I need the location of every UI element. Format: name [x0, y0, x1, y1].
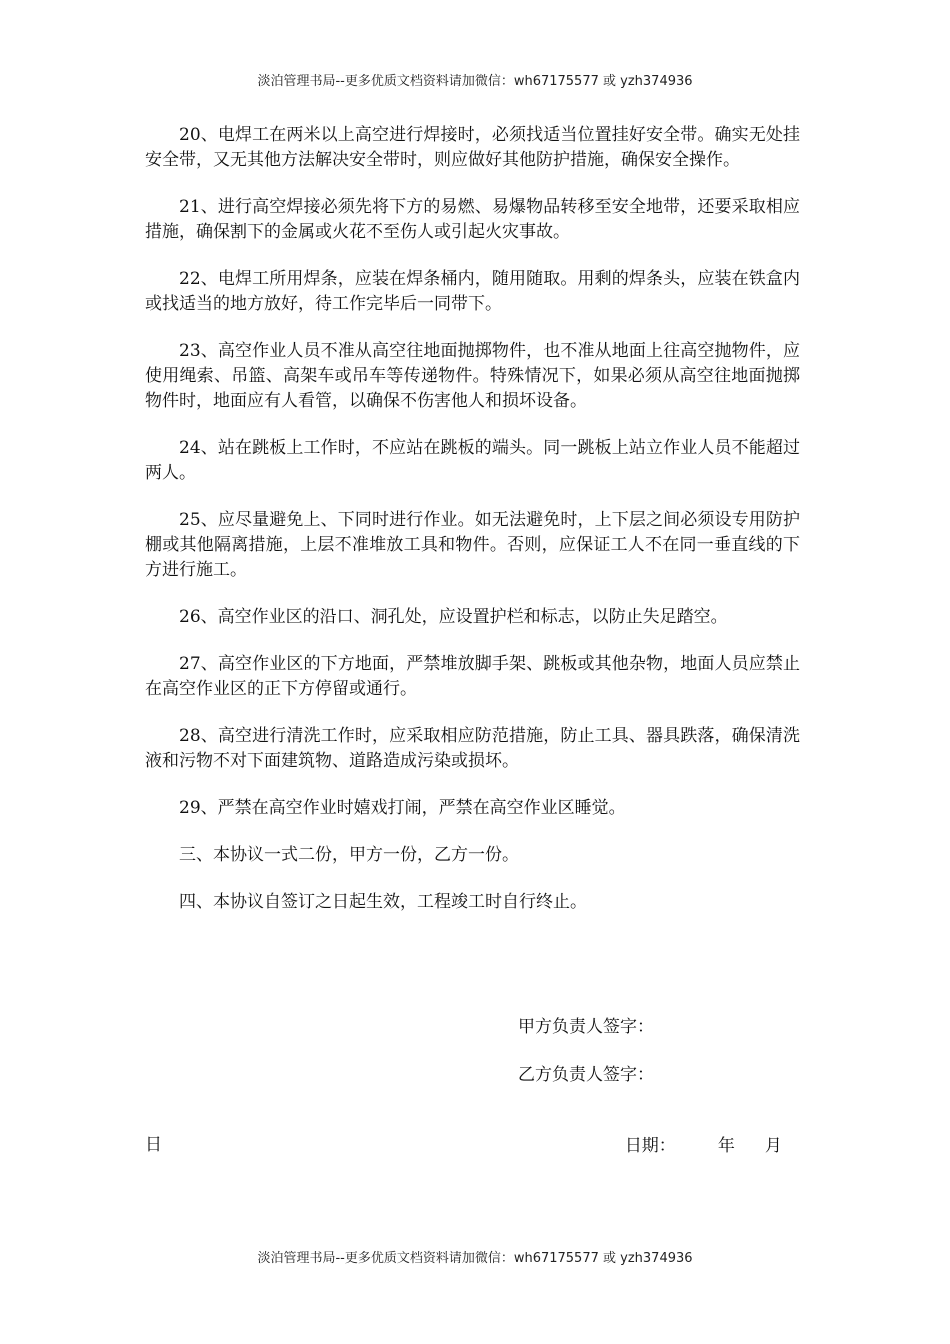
document-body — [145, 123, 800, 937]
date-day: 日 — [145, 1135, 162, 1155]
clause-24: 24、站在跳板上工作时，不应站在跳板的端头。同一跳板上站立作业人员不能超过两人。 — [145, 438, 800, 483]
page-footer: 淡泊管理书局--更多优质文档资料请加微信：wh67175577 或 yzh374936 — [257, 1251, 693, 1266]
clause-26: 26、高空作业区的沿口、洞孔处，应设置护栏和标志，以防止失足踏空。 — [179, 607, 728, 627]
clause-20: 20、电焊工在两米以上高空进行焊接时，必须找适当位置挂好安全带。确实无处挂安全带，又无其他方法解决安全带时，则应做好其他防护措施，确保安全操作。 — [145, 125, 800, 170]
article-copies: 三、本协议一式二份，甲方一份，乙方一份。 — [179, 845, 519, 865]
clause-21: 21、进行高空焊接必须先将下方的易燃、易爆物品转移至安全地带，还要采取相应措施，确保割下的金属或火花不至伤人或引起火灾事故。 — [145, 197, 800, 242]
date-year: 年 — [717, 1136, 735, 1156]
date-month: 月 — [764, 1136, 782, 1156]
clause-22: 22、电焊工所用焊条，应装在焊条桶内，随用随取。用剩的焊条头，应装在铁盒内或找适当的地方放好，待工作完毕后一同带下。 — [145, 269, 800, 314]
clause-29: 29、严禁在高空作业时嬉戏打闹，严禁在高空作业区睡觉。 — [179, 798, 626, 818]
date-line — [614, 1109, 782, 1159]
clause-23: 23、高空作业人员不准从高空往地面抛掷物件，也不准从地面上往高空抛物件，应使用绳索、吊篮、高架车或吊车等传递物件。特殊情况下，如果必须从高空往地面抛掷物件时，地面应有人看管，以确保不伤害他人和损坏设备。 — [145, 341, 800, 411]
party-a-signature-label: 甲方负责人签字： — [518, 1017, 654, 1037]
date-label: 日期： — [624, 1136, 676, 1156]
party-b-signature-label: 乙方负责人签字： — [518, 1065, 654, 1085]
page-header: 淡泊管理书局--更多优质文档资料请加微信：wh67175577 或 yzh374936 — [257, 74, 693, 89]
clause-27: 27、高空作业区的下方地面，严禁堆放脚手架、跳板或其他杂物，地面人员应禁止在高空作业区的正下方停留或通行。 — [145, 654, 800, 699]
clause-25: 25、应尽量避免上、下同时进行作业。如无法避免时，上下层之间必须设专用防护棚或其他隔离措施，上层不准堆放工具和物件。否则，应保证工人不在同一垂直线的下方进行施工。 — [145, 510, 800, 580]
article-effective: 四、本协议自签订之日起生效，工程竣工时自行终止。 — [179, 892, 587, 912]
clause-28: 28、高空进行清洗工作时，应采取相应防范措施，防止工具、器具跌落，确保清洗液和污物不对下面建筑物、道路造成污染或损坏。 — [145, 726, 800, 771]
